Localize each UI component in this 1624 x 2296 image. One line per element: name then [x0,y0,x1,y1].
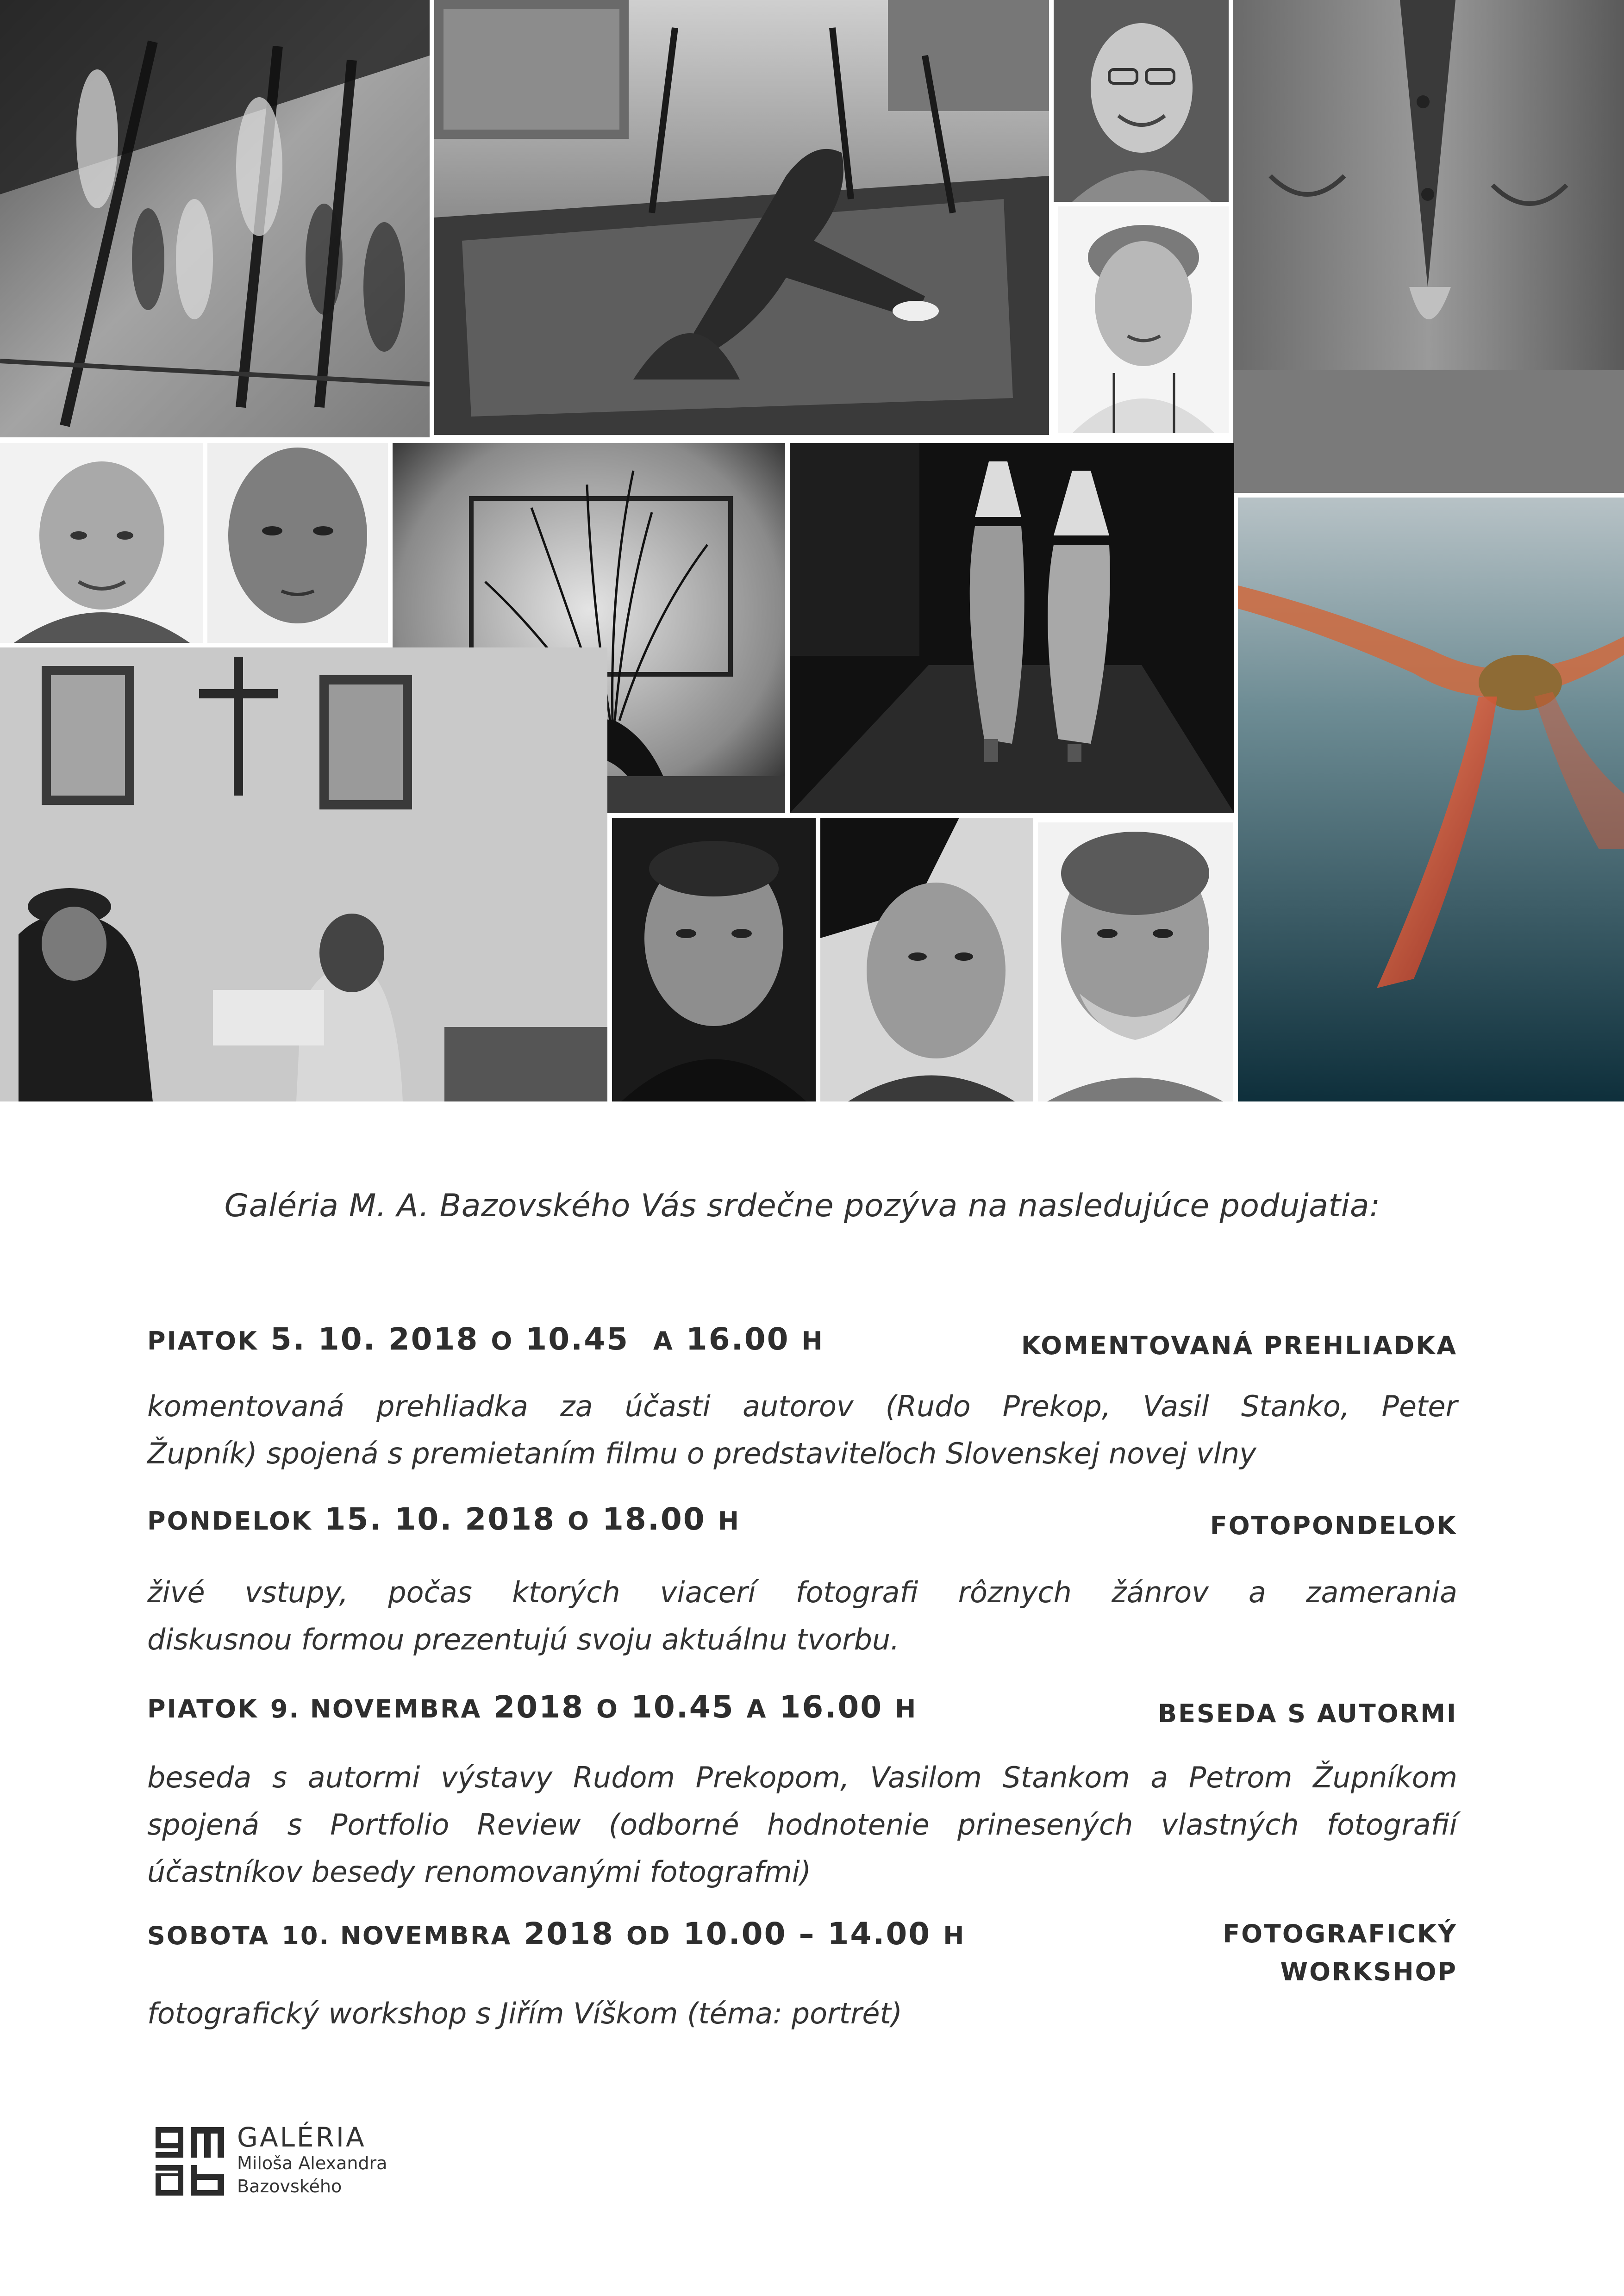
event-1-and: A [653,1326,674,1356]
event-4-description [147,1990,1457,2037]
event-1-hour: H [801,1326,824,1356]
event-4-heading [147,1916,965,1952]
event-4-from: OD [626,1921,671,1950]
photo-sandbox-figure [434,0,1049,435]
event-3-date: 9. NOVEMBRA [270,1694,482,1724]
event-1-desc-line: komentovaná prehliadka za účasti autorov (Rudo Prekop, Vasil Stanko, Peter [147,1389,1457,1423]
event-1-description [147,1383,1457,1477]
event-3-desc-line: beseda s autormi výstavy Rudom Prekopom, Vasilom Stankom a Petrom Župníkom [147,1761,1457,1794]
photo-portrait-bald-man [0,443,203,643]
photo-portrait-man-camera [820,818,1033,1101]
intro-text: Galéria M. A. Bazovského Vás srdečne pozýva na nasledujúce podujatia: [224,1188,1380,1224]
event-2-desc-line: diskusnou formou prezentujú svoju aktuálnu tvorbu. [147,1623,899,1656]
photo-portrait-bearded-man [1038,822,1233,1101]
logo-subtitle-line1: Miloša Alexandra [237,2153,387,2173]
event-4-desc-line: fotografický workshop s Jiřím Víškom (téma: portrét) [147,1997,902,2030]
event-3-hour: H [895,1694,918,1724]
photo-portrait-smiling [1054,0,1229,202]
event-4-category [1223,1915,1457,1991]
event-3-heading [147,1689,917,1725]
logo-title: GALÉRIA [237,2122,366,2153]
photo-portrait-bald-frontal [207,443,388,643]
event-1-time2: 16.00 [686,1321,790,1357]
logo-subtitle-line2: Bazovského [237,2176,342,2196]
event-4-date: 10. NOVEMBRA [281,1921,512,1950]
event-3-time2: 16.00 [779,1689,883,1725]
event-3-and: A [746,1694,768,1724]
event-3-time: 10.45 [631,1689,735,1725]
event-2-category: FOTOPONDELOK [1210,1511,1457,1540]
event-1-heading [147,1321,824,1357]
photo-collage [0,0,1624,1101]
event-4-category-line1: FOTOGRAFICKÝ [1223,1919,1457,1948]
photo-portrait-gray-hair [1058,206,1229,433]
photo-sea-red-trail [1238,498,1624,1101]
gmab-logo-icon [153,2124,227,2198]
event-1-desc-line: Župník) spojená s premietaním filmu o predstaviteľoch Slovenskej novej vlny [147,1437,1256,1470]
event-4-day: SOBOTA [147,1921,270,1950]
photo-jacket-torso [1233,0,1624,493]
photo-portrait-man-glasses [612,818,816,1101]
event-4-year: 2018 [524,1916,615,1952]
photo-hanging-figures [0,0,430,437]
event-4-category-line2: WORKSHOP [1280,1957,1457,1986]
event-2-day: PONDELOK [147,1506,312,1536]
event-2-desc-line: živé vstupy, počas ktorých viacerí fotografi rôznych žánrov a zamerania [147,1575,1457,1609]
event-1-date: 5. 10. 2018 [270,1321,479,1357]
photo-traffic-cones-night [790,443,1234,813]
event-2-time: 18.00 [602,1501,706,1537]
event-3-desc-line: spojená s Portfolio Review (odborné hodnotenie prinesených vlastných fotografií [147,1808,1457,1842]
event-3-at: O [596,1694,619,1724]
event-2-date: 15. 10. 2018 [324,1501,556,1537]
event-1-category: KOMENTOVANÁ PREHLIADKA [1021,1331,1457,1360]
event-3-category: BESEDA S AUTORMI [1157,1699,1457,1728]
event-2-hour: H [718,1506,740,1536]
event-2-at: O [568,1506,590,1536]
gallery-logo [153,2124,431,2221]
photo-couple-crucifix-room [0,647,607,1101]
event-3-description [147,1754,1457,1896]
event-1-at: O [491,1326,514,1356]
event-2-description [147,1569,1457,1663]
event-1-time: 10.45 [525,1321,630,1357]
event-3-desc-line: účastníkov besedy renomovanými fotografmi) [147,1855,812,1889]
event-1-day: PIATOK [147,1326,258,1356]
event-2-heading [147,1501,740,1537]
event-3-year: 2018 [493,1689,585,1725]
event-4-hour: H [943,1921,966,1950]
event-4-time: 10.00 – 14.00 [683,1916,931,1952]
event-3-day: PIATOK [147,1694,258,1724]
